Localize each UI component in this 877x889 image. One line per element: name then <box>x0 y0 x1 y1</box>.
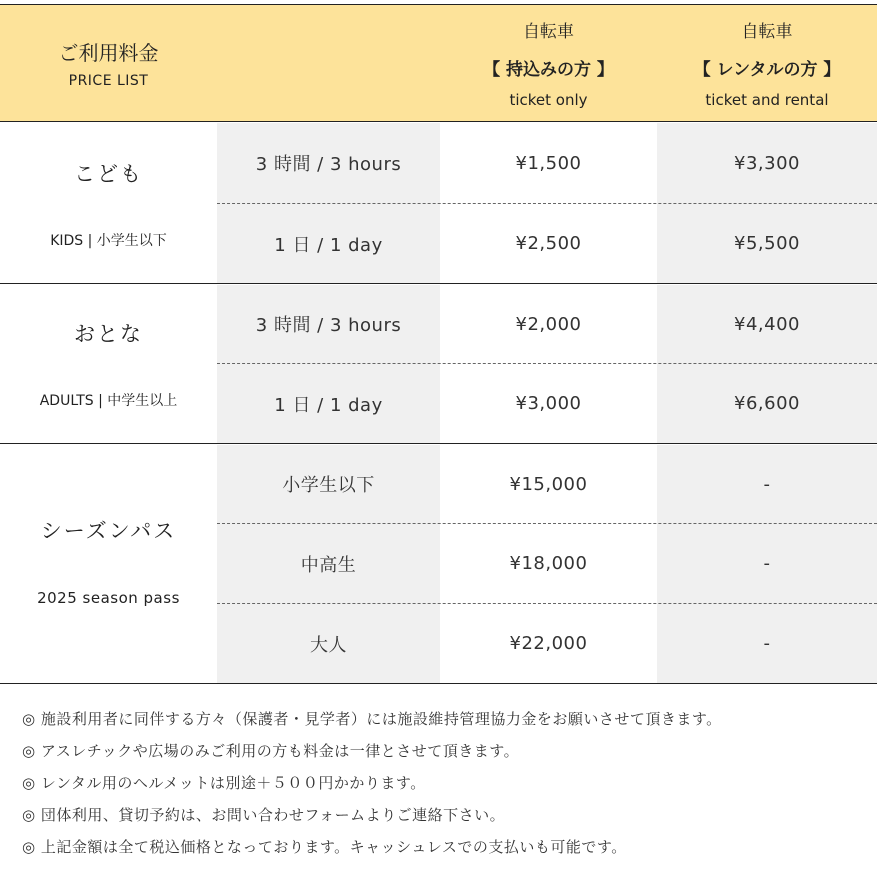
col-own-line3: ticket only <box>509 91 588 109</box>
price-own-cell: ¥1,500 <box>515 152 582 174</box>
note-item: ◎ 施設利用者に同伴する方々（保護者・見学者）には施設維持管理協力金をお願いさせて頂きます。 <box>22 710 722 728</box>
col-rental-line2: 【 レンタルの方 】 <box>693 60 841 80</box>
note-item: ◎ レンタル用のヘルメットは別途＋５００円かかります。 <box>22 774 426 792</box>
price-own-cell: ¥2,000 <box>515 313 582 335</box>
group-divider <box>0 443 877 444</box>
price-rental-cell: - <box>763 633 771 654</box>
price-own-cell: ¥18,000 <box>509 553 588 574</box>
group-sub-kids: KIDS | 小学生以下 <box>50 233 167 249</box>
col-rental-line1: 自転車 <box>741 22 793 42</box>
price-list-title: ご利用料金 <box>58 41 159 65</box>
price-list-subtitle: PRICE LIST <box>68 73 149 89</box>
price-rental-cell: - <box>763 473 771 495</box>
note-item: ◎ 団体利用、貸切予約は、お問い合わせフォームよりご連絡下さい。 <box>22 806 506 824</box>
note-item: ◎ 上記金額は全て税込価格となっております。キャッシュレスでの支払いも可能です。 <box>22 838 627 856</box>
price-rental-cell: ¥3,300 <box>734 152 800 174</box>
duration-cell: 3 時間 / 3 hours <box>255 315 402 336</box>
group-sub-adults: ADULTS | 中学生以上 <box>39 393 178 409</box>
duration-cell: 3 時間 / 3 hours <box>255 154 402 175</box>
note-item: ◎ アスレチックや広場のみご利用の方も料金は一律とさせて頂きます。 <box>22 742 520 760</box>
col-own-line2: 【 持込みの方 】 <box>483 60 614 80</box>
duration-cell: 1 日 / 1 day <box>274 234 383 256</box>
group-sub-season-pass: 2025 season pass <box>37 589 180 607</box>
group-divider <box>0 283 877 284</box>
group-name-season-pass: シーズンパス <box>40 519 177 543</box>
price-rental-cell: ¥6,600 <box>734 393 800 414</box>
duration-cell: 中高生 <box>300 554 357 576</box>
col-own-line1: 自転車 <box>523 22 574 42</box>
price-table-header <box>0 4 877 122</box>
duration-cell: 大人 <box>310 634 347 656</box>
duration-cell: 1 日 / 1 day <box>274 394 383 416</box>
col-rental-line3: ticket and rental <box>705 91 829 109</box>
price-own-cell: ¥3,000 <box>515 393 582 414</box>
price-own-cell: ¥2,500 <box>515 233 582 254</box>
group-name-kids: こども <box>74 162 143 186</box>
group-name-adults: おとな <box>74 322 143 346</box>
price-rental-cell: - <box>763 553 771 574</box>
price-rental-cell: ¥5,500 <box>734 233 800 254</box>
price-own-cell: ¥22,000 <box>509 633 588 654</box>
price-own-cell: ¥15,000 <box>509 473 588 495</box>
price-rental-cell: ¥4,400 <box>734 313 800 335</box>
duration-cell: 小学生以下 <box>282 475 375 496</box>
table-bottom-rule <box>0 683 877 684</box>
